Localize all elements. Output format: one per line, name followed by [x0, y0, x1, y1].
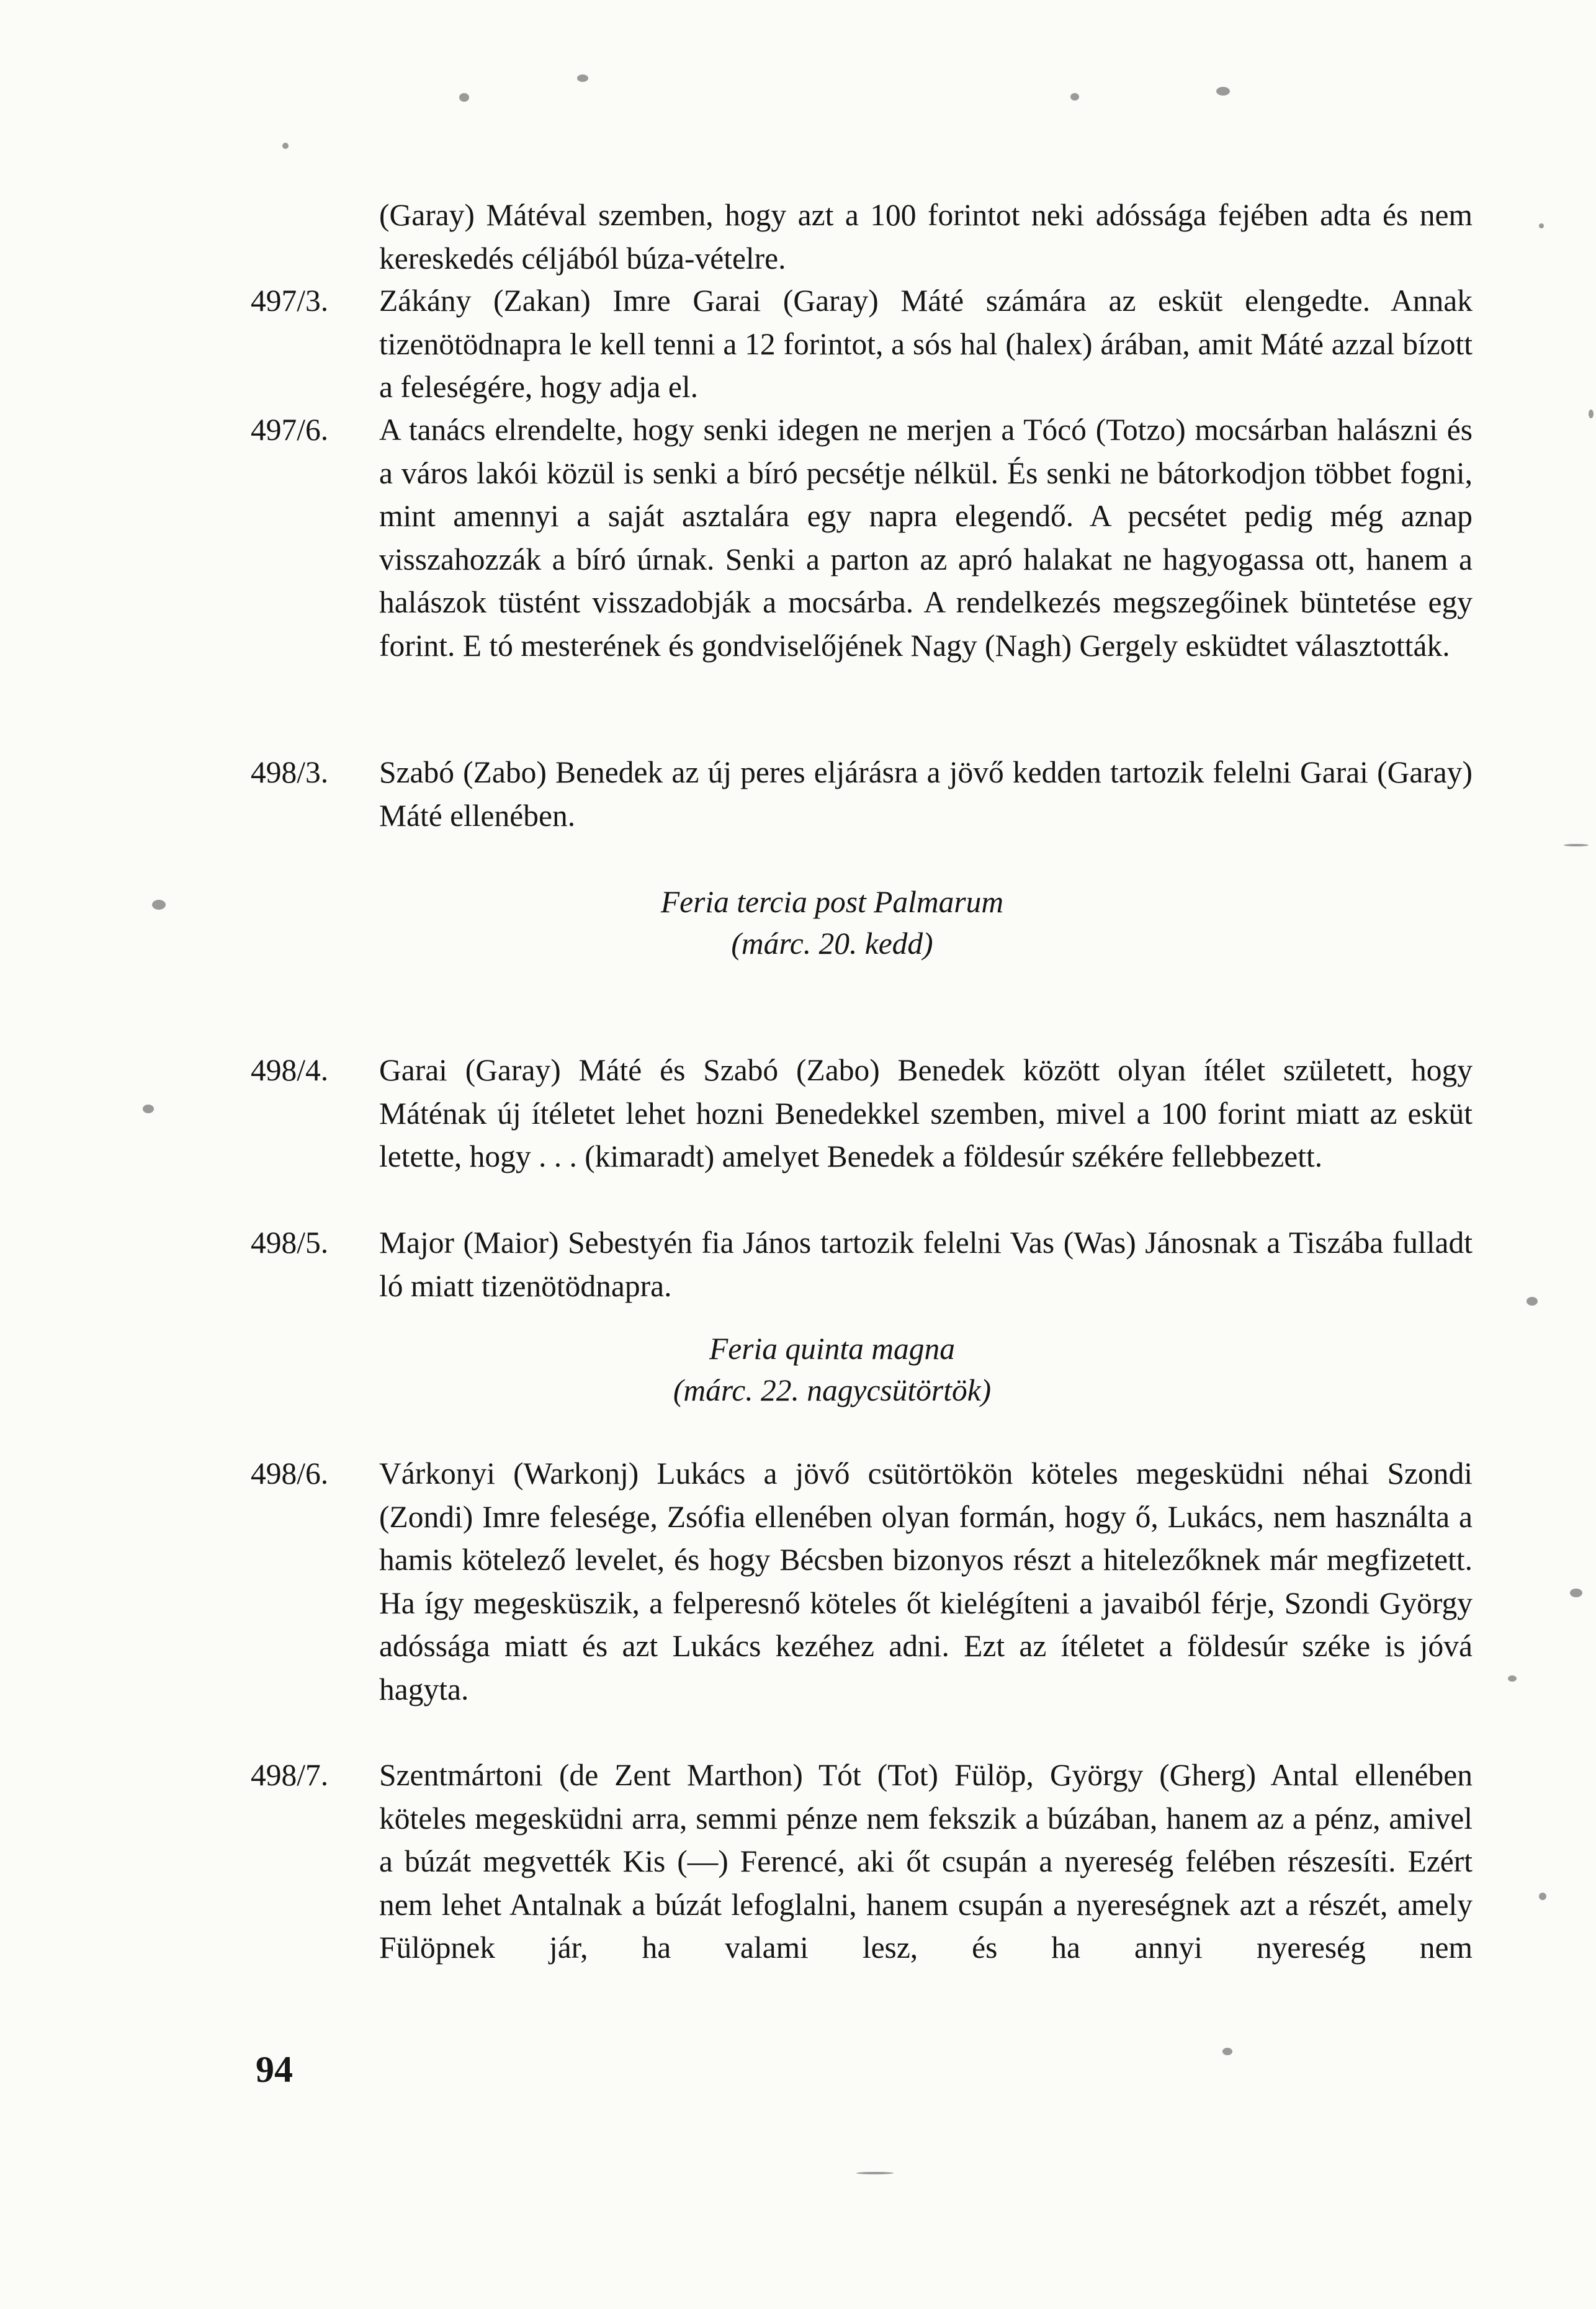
heading-line: Feria tercia post Palmarum — [660, 885, 1004, 919]
entry-number: 497/6. — [251, 413, 329, 447]
heading-line: (márc. 22. nagycsütörtök) — [673, 1373, 992, 1407]
entry-number: 498/3. — [251, 755, 329, 789]
entry-text: A tanács elrendelte, hogy senki idegen ne merjen a Tócó (Totzo) mocsárban halászni és a város lakói közül is senki a bíró pecsétje nélkül. És senki ne bátorkodjon többet fogni, mint amennyi a saját asztalára egy napra elegendő. A pecsétet pedig még aznap visszahozzák a bíró úrnak. Senki a parton az apró halakat ne hagyogassa ott, hanem a halászok tüstént visszadobják a mocsárba. A rendelkezés megszegőinek büntetése egy forint. E tó mesterének és gondviselőjének Nagy (Nagh) Gergely esküdtet választották. — [379, 413, 1473, 663]
entry-number: 498/6. — [251, 1456, 329, 1491]
heading-line: (márc. 20. kedd) — [731, 926, 933, 961]
entry-number: 498/5. — [251, 1226, 329, 1260]
heading-line: Feria quinta magna — [709, 1332, 955, 1366]
continuation-text: (Garay) Mátéval szemben, hogy azt a 100 forintot neki adóssága fejében adta és nem kereskedés céljából búza-vételre. — [379, 198, 1473, 276]
entry-text: Várkonyi (Warkonj) Lukács a jövő csütörtökön köteles megesküdni néhai Szondi (Zondi) Imre felesége, Zsófia ellenében olyan formán, hogy ő, Lukács, nem használta a hamis kötelező levelet, és hogy Bécsben bizonyos részt a hitelezőknek már megfizetett. Ha így megesküszik, a felperesnő köteles őt kielégíteni a javaiból férje, Szondi György adóssága miatt és azt Lukács kezéhez adni. Ezt az ítéletet a földesúr széke is jóvá hagyta. — [379, 1456, 1473, 1706]
entry-text: Szabó (Zabo) Benedek az új peres eljárásra a jövő kedden tartozik felelni Garai (Garay) Máté ellenében. — [379, 755, 1473, 833]
section-heading-palmarum — [0, 881, 1596, 964]
entry-text: Major (Maior) Sebestyén fia János tartozik felelni Vas (Was) Jánosnak a Tiszába fulladt ló miatt tizenötödnapra. — [379, 1226, 1473, 1303]
entry-number: 497/3. — [251, 284, 329, 318]
entry-text: Szentmártoni (de Zent Marthon) Tót (Tot) Fülöp, György (Gherg) Antal ellenében köteles megesküdni arra, semmi pénze nem fekszik a búzában, hanem az a pénz, amivel a búzát megvették Kis (—) Ferencé, aki őt csupán a nyereség felében részesíti. Ezért nem lehet Antalnak a búzát lefoglalni, hanem csupán a nyereségnek azt a részét, amely Fülöpnek jár, ha valami lesz, és ha annyi nyereség nem — [379, 1758, 1473, 1965]
page-number: 94 — [256, 2049, 293, 2090]
entry-text: Zákány (Zakan) Imre Garai (Garay) Máté számára az esküt elengedte. Annak tizenötödnapra le kell tenni a 12 forintot, a sós hal (halex) árában, amit Máté azzal bízott a feleségére, hogy adja el. — [379, 284, 1473, 404]
entry-text: Garai (Garay) Máté és Szabó (Zabo) Benedek között olyan ítélet született, hogy Máténak új ítéletet lehet hozni Benedekkel szemben, mivel a 100 forint miatt az esküt letette, hogy . . . (kimaradt) amelyet Benedek a földesúr székére fellebbezett. — [379, 1053, 1473, 1173]
entry-number: 498/4. — [251, 1053, 329, 1087]
entry-number: 498/7. — [251, 1758, 329, 1792]
section-heading-quinta-magna — [0, 1328, 1596, 1411]
